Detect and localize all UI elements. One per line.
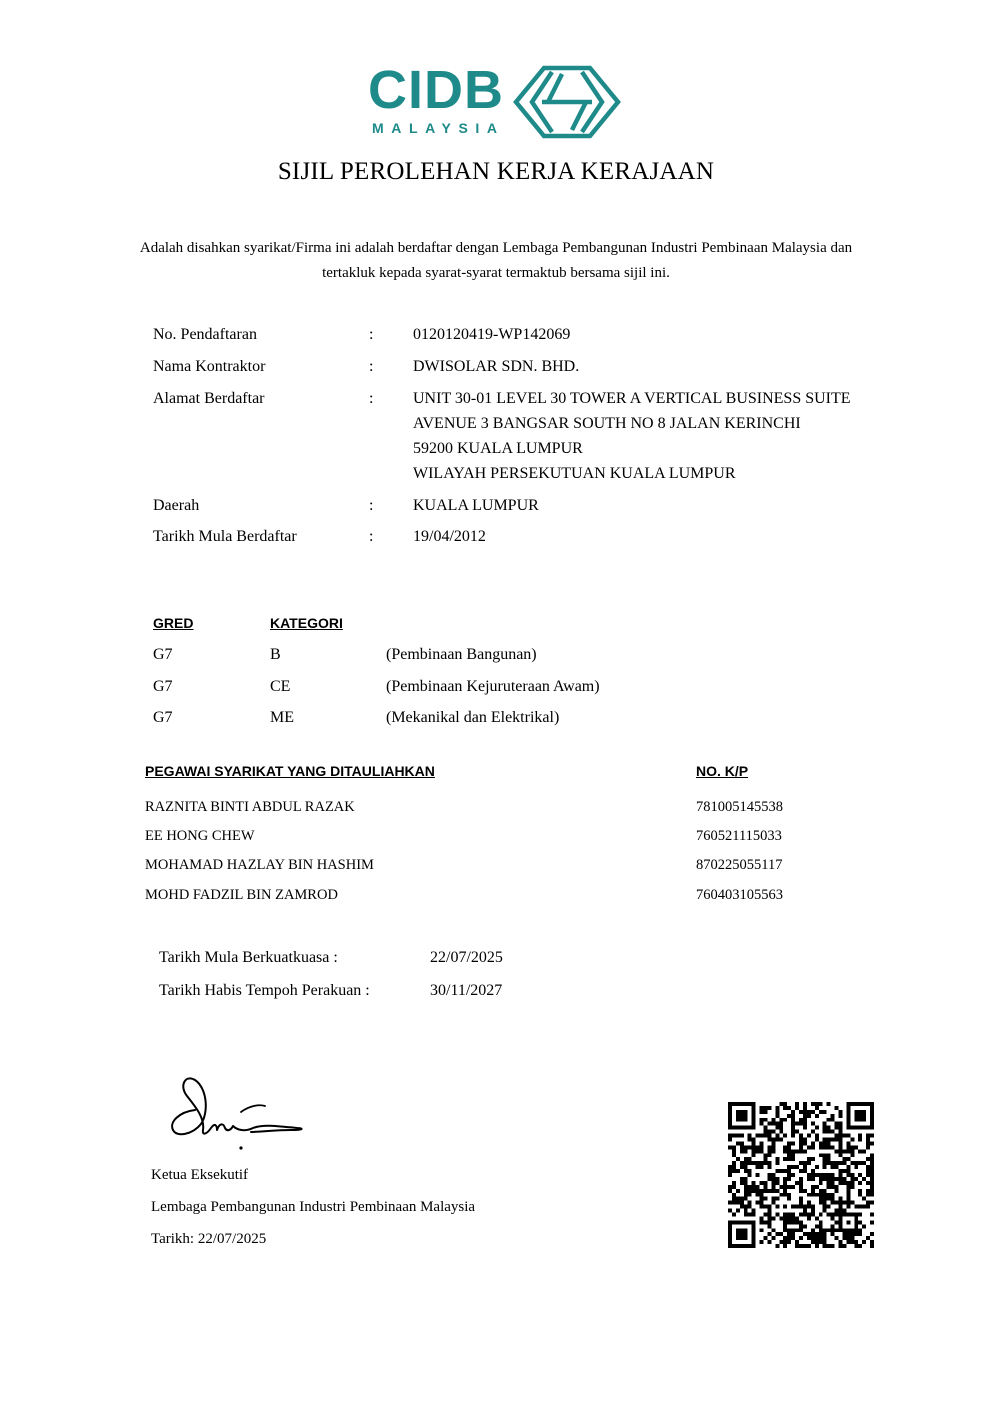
- address-line: AVENUE 3 BANGSAR SOUTH NO 8 JALAN KERINCHI: [413, 415, 801, 432]
- expiry-date-label: Tarikh Habis Tempoh Perakuan :: [159, 982, 370, 999]
- district-value: KUALA LUMPUR: [413, 497, 539, 514]
- staff-name-cell: MOHAMAD HAZLAY BIN HASHIM: [145, 857, 374, 873]
- category-code-cell: B: [270, 646, 281, 663]
- intro-paragraph: Adalah disahkan syarikat/Firma ini adalah berdaftar dengan Lembaga Pembangunan Industri Pembinaan Malaysia dan tertakluk kepada syarat-syarat termaktub bersama sijil ini.: [139, 240, 853, 281]
- staff-id-header: NO. K/P: [696, 763, 749, 779]
- address-line: UNIT 30-01 LEVEL 30 TOWER A VERTICAL BUSINESS SUITE: [413, 390, 851, 407]
- expiry-date-value: 30/11/2027: [430, 982, 503, 999]
- staff-name-cell: MOHD FADZIL BIN ZAMROD: [145, 887, 338, 903]
- qr-code: [728, 1102, 874, 1248]
- category-desc-cell: (Mekanikal dan Elektrikal): [386, 709, 560, 726]
- district-label: Daerah: [153, 497, 200, 514]
- grade-cell: G7: [153, 709, 173, 726]
- effective-date-label: Tarikh Mula Berkuatkuasa :: [159, 949, 338, 966]
- colon: :: [369, 528, 374, 545]
- effective-date-value: 22/07/2025: [430, 949, 503, 966]
- category-header: KATEGORI: [270, 615, 343, 631]
- reg-number-label: No. Pendaftaran: [153, 326, 257, 343]
- reg-number-value: 0120120419-WP142069: [413, 326, 571, 343]
- signatory-date: Tarikh: 22/07/2025: [151, 1231, 267, 1247]
- staff-name-cell: RAZNITA BINTI ABDUL RAZAK: [145, 799, 355, 815]
- colon: :: [369, 497, 374, 514]
- category-desc-cell: (Pembinaan Bangunan): [386, 646, 537, 663]
- contractor-name-label: Nama Kontraktor: [153, 358, 266, 375]
- signatory-organisation: Lembaga Pembangunan Industri Pembinaan Malaysia: [151, 1199, 476, 1215]
- registration-date-label: Tarikh Mula Berdaftar: [153, 528, 297, 545]
- address-line: WILAYAH PERSEKUTUAN KUALA LUMPUR: [413, 465, 736, 482]
- signature: [165, 1072, 310, 1154]
- contractor-name-value: DWISOLAR SDN. BHD.: [413, 358, 580, 375]
- staff-id-cell: 781005145538: [696, 799, 783, 815]
- grade-cell: G7: [153, 678, 173, 695]
- signatory-title: Ketua Eksekutif: [151, 1167, 249, 1183]
- staff-id-cell: 760403105563: [696, 887, 783, 903]
- cidb-logo: [366, 62, 628, 140]
- category-code-cell: ME: [270, 709, 294, 726]
- svg-text:MALAYSIA: MALAYSIA: [372, 120, 505, 136]
- staff-id-cell: 760521115033: [696, 828, 782, 844]
- category-code-cell: CE: [270, 678, 291, 695]
- colon: :: [369, 390, 374, 407]
- staff-name-header: PEGAWAI SYARIKAT YANG DITAULIAHKAN: [145, 763, 435, 779]
- cidb-logo-graphic: [366, 62, 628, 140]
- address-label: Alamat Berdaftar: [153, 390, 265, 407]
- svg-text:CIDB: CIDB: [368, 62, 504, 120]
- address-line: 59200 KUALA LUMPUR: [413, 440, 583, 457]
- colon: :: [369, 358, 374, 375]
- category-desc-cell: (Pembinaan Kejuruteraan Awam): [386, 678, 600, 695]
- staff-id-cell: 870225055117: [696, 857, 783, 873]
- grade-header: GRED: [153, 615, 194, 631]
- staff-name-cell: EE HONG CHEW: [145, 828, 255, 844]
- registration-date-value: 19/04/2012: [413, 528, 486, 545]
- grade-cell: G7: [153, 646, 173, 663]
- colon: :: [369, 326, 374, 343]
- certificate-title: SIJIL PEROLEHAN KERJA KERAJAAN: [277, 158, 715, 185]
